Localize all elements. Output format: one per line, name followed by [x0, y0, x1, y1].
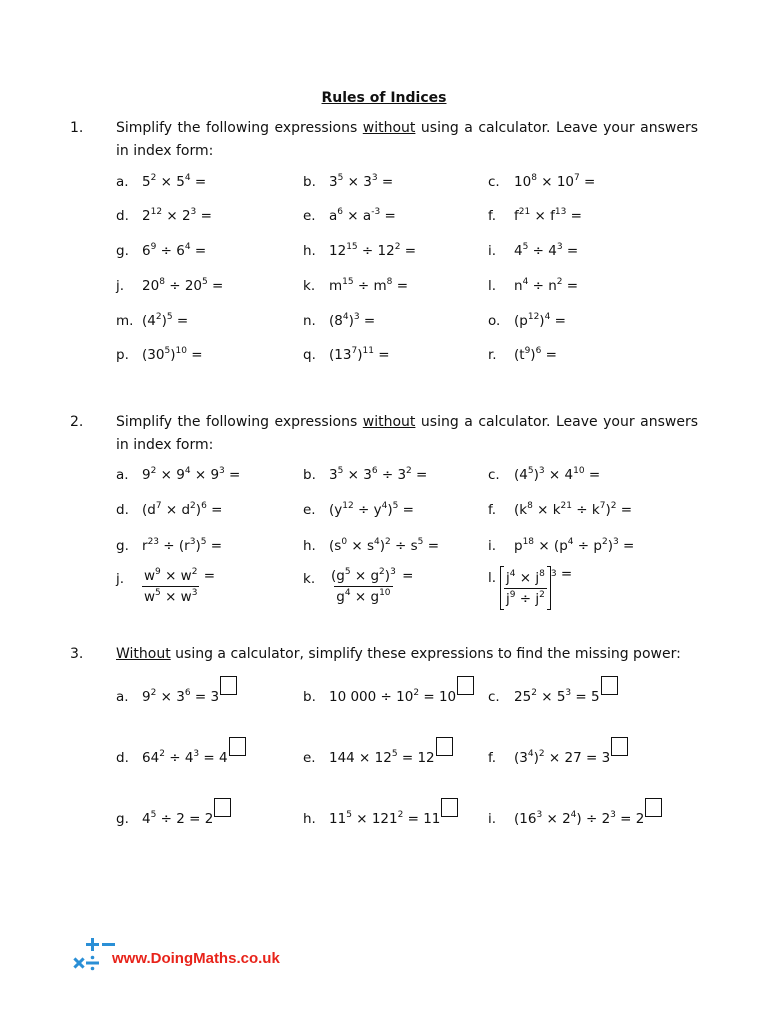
q1-item: l. $n^4 \div n^2$ = [488, 277, 579, 294]
q1-item: c. $10^8 \times 10^7$ = [488, 173, 596, 190]
q2-item-k: k. $\frac{(g^5 \times g^2)^3}{g^4 \times g^{10}}$ = [303, 567, 414, 605]
q1-item: g. $6^9 \div 6^4$ = [116, 242, 207, 259]
q2-item-i: i. $p^{18} \times (p^4 \div p^2)^3$ = [488, 537, 635, 554]
question-3-number: 3. [70, 646, 84, 662]
answer-box[interactable] [441, 798, 458, 817]
answer-box[interactable] [611, 737, 628, 756]
q1-item: a. $5^2 \times 5^4$ = [116, 173, 207, 190]
q2-item-l: l. $\frac{j^4 \times j^8}{j^9 \div j^2}$ $^3$ = [488, 566, 572, 610]
q3-item-i: i. $(16^3 \times 2^4) \div 2^3 = 2$ [488, 798, 662, 827]
q3-item-a: a. $9^2 \times 3^6 = 3$ [116, 676, 237, 705]
question-2-instructions: Simplify the following expressions without using a calculator. Leave your answers in index form: [116, 414, 698, 453]
q2-item-a: a. $9^2 \times 9^4 \times 9^3$ = [116, 466, 241, 483]
q3-item-b: b. 10 $000 \div 10^2 = 10$ [303, 676, 474, 705]
question-1-instructions: Simplify the following expressions without using a calculator. Leave your answers in index form: [116, 120, 698, 159]
q1-item: j. $20^8 \div 20^5$ = [116, 277, 224, 294]
q2-item-e: e. $(y^{12} \div y^4)^5$ = [303, 501, 414, 518]
q2-item-f: f. $(k^8 \times k^{21} \div k^7)^2$ = [488, 501, 633, 518]
q1-power-item: n. $(8^4)^3$ = [303, 312, 376, 329]
fraction: $\frac{(g^5 \times g^2)^3}{g^4 \times g^{10}}$ [331, 567, 396, 605]
answer-box[interactable] [214, 798, 231, 817]
q2-item-c: c. $(4^5)^3 \times 4^{10}$ = [488, 466, 601, 483]
q1-item: f. $f^{21} \times f^{13}$ = [488, 207, 582, 224]
fraction: $\frac{w^9 \times w^2}{w^5 \times w^3}$ [144, 567, 198, 605]
q3-item-f: f. $(3^4)^2 \times 27 = 3$ [488, 737, 628, 766]
q2-item-d: d. $(d^7 \times d^2)^6$ = [116, 501, 223, 518]
answer-box[interactable] [601, 676, 618, 695]
answer-box[interactable] [436, 737, 453, 756]
q3-item-e: e. $144 \times 12^5 = 12$ [303, 737, 453, 766]
q2-item-h: h. $(s^0 \times s^4)^2 \div s^5$ = [303, 537, 440, 554]
website-link[interactable]: www.DoingMaths.co.uk [112, 950, 280, 967]
question-2-number: 2. [70, 414, 84, 430]
answer-box[interactable] [457, 676, 474, 695]
q1-item: k. $m^{15} \div m^8$ = [303, 277, 409, 294]
question-3-instructions: Without using a calculator, simplify these expressions to find the missing power: [116, 646, 681, 662]
q1-power-item: q. $(13^7)^{11}$ = [303, 346, 390, 363]
q1-item: i. $4^5 \div 4^3$ = [488, 242, 579, 259]
q1-power-item: o. $(p^{12})^4$ = [488, 312, 566, 329]
q3-item-c: c. $25^2 \times 5^3 = 5$ [488, 676, 618, 705]
q2-item-b: b. $3^5 \times 3^6 \div 3^2$ = [303, 466, 428, 483]
q1-power-item: m. $(4^2)^5$ = [116, 312, 189, 329]
q3-item-h: h. $11^5 \times 121^2 = 11$ [303, 798, 458, 827]
answer-box[interactable] [220, 676, 237, 695]
q3-item-g: g. $4^5 \div 2 = 2$ [116, 798, 231, 827]
q1-item: d. $2^{12} \times 2^3$ = [116, 207, 212, 224]
answer-box[interactable] [229, 737, 246, 756]
q1-power-item: p. $(30^5)^{10}$ = [116, 346, 203, 363]
page-title: Rules of Indices [321, 90, 447, 106]
q2-item-j: j. $\frac{w^9 \times w^2}{w^5 \times w^3}$ = [116, 567, 216, 605]
q1-power-item: r. $(t^9)^6$ = [488, 346, 557, 363]
square-bracket: $\frac{j^4 \times j^8}{j^9 \div j^2}$ [500, 566, 551, 610]
q1-item: b. $3^5 \times 3^3$ = [303, 173, 394, 190]
q1-item: e. $a^6 \times a^{-3}$ = [303, 207, 396, 224]
answer-box[interactable] [645, 798, 662, 817]
q3-item-d: d. $64^2 \div 4^3 = 4$ [116, 737, 246, 766]
question-1-number: 1. [70, 120, 84, 136]
q1-item: h. $12^{15} \div 12^2$ = [303, 242, 417, 259]
q2-item-g: g. $r^{23} \div (r^3)^5$ = [116, 537, 223, 554]
